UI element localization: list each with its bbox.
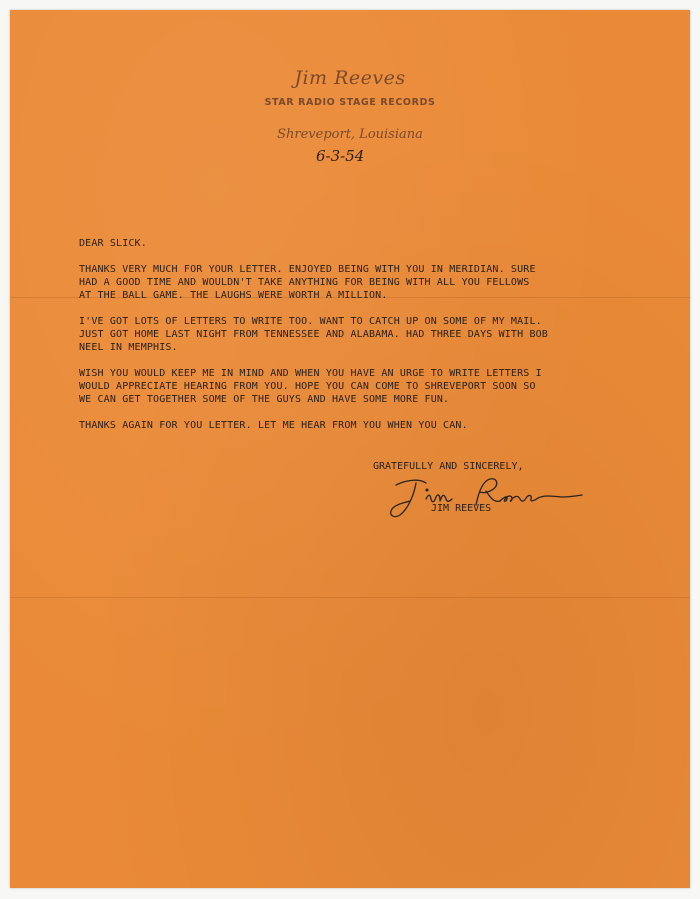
letterhead-city: Shreveport, Louisiana <box>277 127 423 142</box>
letter-page <box>10 10 690 888</box>
paragraph: I'VE GOT LOTS OF LETTERS TO WRITE TOO. WANT TO CATCH UP ON SOME OF MY MAIL. JUST GOT HOME LAST NIGHT FROM TENNESSEE AND ALABAMA. HAD THREE DAYS WITH BOB NEEL IN MEMPHIS. <box>79 316 548 353</box>
letter-date: 6-3-54 <box>316 147 365 165</box>
letter-body <box>79 237 639 445</box>
paragraph: THANKS VERY MUCH FOR YOUR LETTER. ENJOYED BEING WITH YOU IN MERIDIAN. SURE HAD A GOOD TIME AND WOULDN'T TAKE ANYTHING FOR BEING WITH ALL YOU FELLOWS AT THE BALL GAME. THE LAUGHS WERE WORTH A MILLION. <box>79 264 536 301</box>
closing: GRATEFULLY AND SINCERELY, <box>373 461 524 472</box>
typed-name: JIM REEVES <box>431 503 492 514</box>
letterhead-company: STAR RADIO STAGE RECORDS <box>264 97 436 108</box>
paragraph: WISH YOU WOULD KEEP ME IN MIND AND WHEN YOU HAVE AN URGE TO WRITE LETTERS I WOULD APPRECIATE HEARING FROM YOU. HOPE YOU CAN COME TO SHREVEPORT SOON SO WE CAN GET TOGETHER SOME OF THE GUYS AND HAVE SOME MORE FUN. <box>79 368 542 405</box>
paragraph: THANKS AGAIN FOR YOU LETTER. LET ME HEAR FROM YOU WHEN YOU CAN. <box>79 420 468 431</box>
salutation: DEAR SLICK. <box>79 238 147 249</box>
fold-line <box>10 597 690 598</box>
letterhead-name: Jim Reeves <box>294 67 406 89</box>
